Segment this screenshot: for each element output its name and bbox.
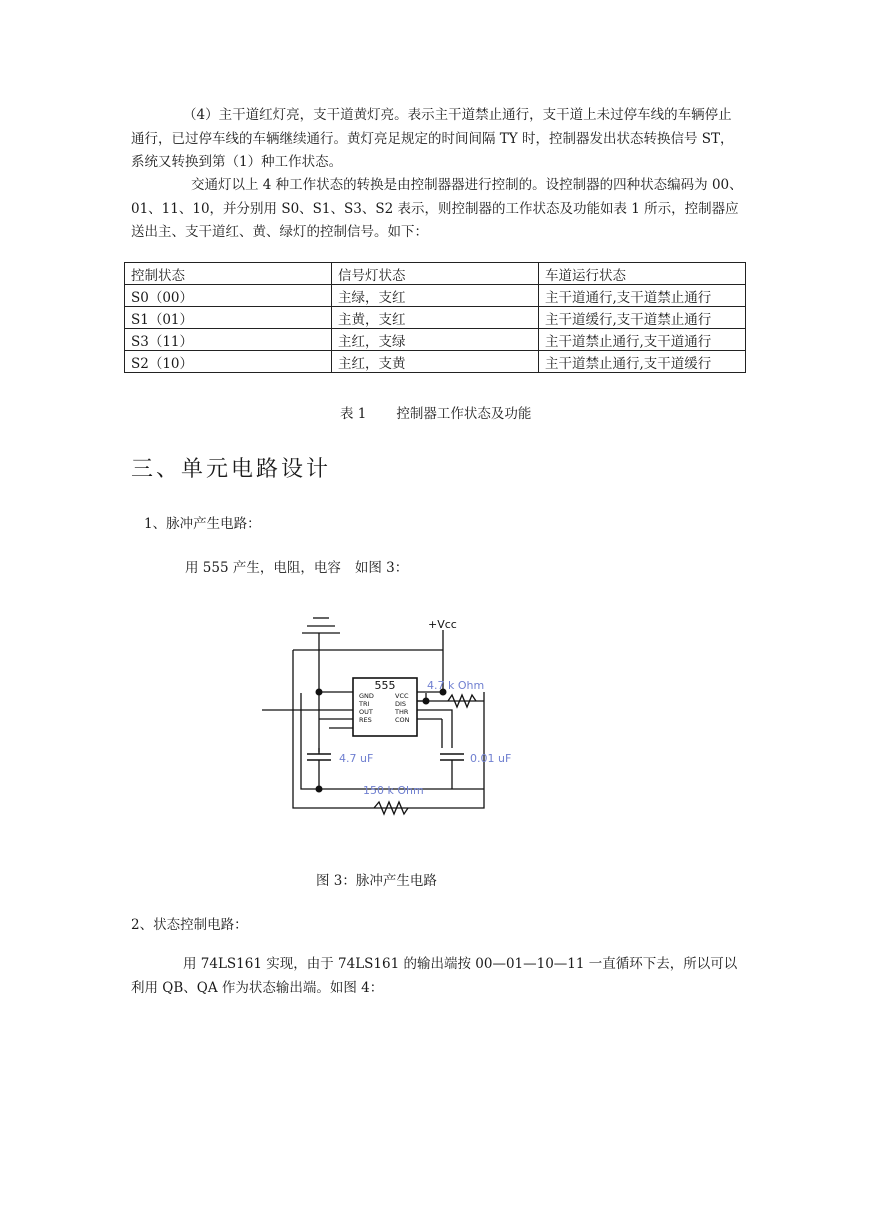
table-caption <box>340 402 531 422</box>
ground-symbol <box>302 618 340 633</box>
table-cell: 主干道缓行,支干道禁止通行 <box>539 307 746 329</box>
header-signal-state: 信号灯状态 <box>332 263 539 285</box>
state-control-paragraph <box>131 953 743 1000</box>
section-title: 三、单元电路设计 <box>131 457 332 482</box>
capacitor-c2-label: 0.01 uF <box>470 752 512 765</box>
table-header-row <box>125 263 746 285</box>
table-caption-number: 表 1 <box>340 406 367 422</box>
capacitor-c1-label: 4.7 uF <box>339 752 374 765</box>
figure-caption: 图 3：脉冲产生电路 <box>316 873 437 889</box>
pulse-circuit-diagram <box>262 608 532 820</box>
table-cell: 主黄，支红 <box>332 307 539 329</box>
header-lane-state: 车道运行状态 <box>539 263 746 285</box>
capacitor-c1 <box>307 754 331 760</box>
pin-res: RES <box>359 716 372 724</box>
table-cell: S3（11） <box>125 329 332 351</box>
paragraph-intro <box>131 174 743 245</box>
pin-tri: TRI <box>359 700 370 708</box>
pulse-description-text: 用 555 产生，电阻，电容 <box>185 560 341 576</box>
table-cell: 主干道禁止通行,支干道通行 <box>539 329 746 351</box>
table-cell: S1（01） <box>125 307 332 329</box>
state-control-heading: 2、状态控制电路： <box>131 917 248 933</box>
paragraph-state-4 <box>131 104 743 175</box>
pin-dis: DIS <box>395 700 407 708</box>
pulse-heading: 1、脉冲产生电路： <box>144 516 261 532</box>
pulse-figure-reference: 如图 3： <box>354 560 409 576</box>
resistor-r1-label: 4.7 k Ohm <box>427 679 485 692</box>
table-cell: S0（00） <box>125 285 332 307</box>
table-cell: 主绿，支红 <box>332 285 539 307</box>
table-cell: 主红，支黄 <box>332 351 539 373</box>
paragraph-intro-text: 交通灯以上 4 种工作状态的转换是由控制器器进行控制的。设控制器的四种状态编码为 00、01、11、10，并分别用 S0、S1、S3、S2 表示，则控制器的工作状态及功能如表 1 所示，控制器应送出主、支干道红、黄、绿灯的控制信号。如下： <box>131 177 743 240</box>
header-control-state: 控制状态 <box>125 263 332 285</box>
resistor-r2-label: 150 k Ohm <box>363 784 424 797</box>
chip-label: 555 <box>374 679 396 692</box>
capacitor-c2 <box>440 754 464 760</box>
table-caption-text: 控制器工作状态及功能 <box>396 406 532 422</box>
pin-gnd: GND <box>359 692 374 700</box>
pulse-description <box>185 556 408 576</box>
pin-thr: THR <box>395 708 409 716</box>
vcc-label: +Vcc <box>428 618 457 631</box>
paragraph-state-4-text: （4）主干道红灯亮，支干道黄灯亮。表示主干道禁止通行，支干道上未过停车线的车辆停止通行，已过停车线的车辆继续通行。黄灯亮足规定的时间间隔 TY 时，控制器发出状态转换信号 ST，系统又转换到第（1）种工作状态。 <box>131 107 734 170</box>
table-cell: 主红，支绿 <box>332 329 539 351</box>
table-row <box>125 285 746 307</box>
table-cell: 主干道禁止通行,支干道缓行 <box>539 351 746 373</box>
table-cell: 主干道通行,支干道禁止通行 <box>539 285 746 307</box>
pin-out: OUT <box>359 708 373 716</box>
table-row <box>125 329 746 351</box>
table-row <box>125 307 746 329</box>
ic-555-chip <box>353 678 417 736</box>
status-table <box>124 262 746 373</box>
state-control-text: 用 74LS161 实现，由于 74LS161 的输出端按 00—01—10—11 一直循环下去，所以可以利用 QB、QA 作为状态输出端。如图 4： <box>131 956 738 996</box>
table-row <box>125 351 746 373</box>
table-cell: S2（10） <box>125 351 332 373</box>
pin-vcc: VCC <box>395 692 409 700</box>
pin-con: CON <box>395 716 410 724</box>
